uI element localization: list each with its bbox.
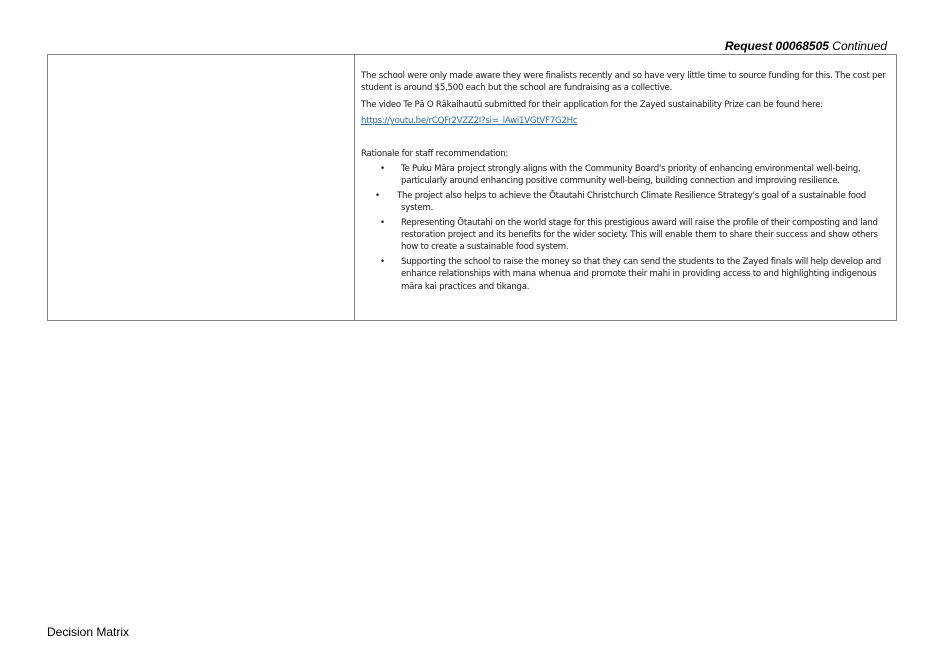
rationale-item [361,256,890,293]
bullet-icon: • [375,190,380,201]
rationale-item-text: Representing Ōtautahi on the world stage for this prestigious award will raise the profile of their composting and land restoration project and its benefits for the wider society. This will enable them to share their success and show others how to create a sustainable food system. [401,217,878,253]
rationale-item [361,163,890,188]
page-footer: Decision Matrix [47,625,130,639]
continued-label: Continued [832,39,887,53]
request-number: Request 00068505 [724,39,829,53]
video-paragraph: The video Te Pā O Rākaihautū submitted for their application for the Zayed sustainability Prize can be found here: [361,99,823,110]
rationale-item [361,217,890,254]
bullet-icon: • [380,164,385,175]
rationale-list [361,163,890,293]
rationale-heading: Rationale for staff recommendation: [361,148,509,159]
bullet-icon: • [380,217,385,228]
video-link[interactable]: https://youtu.be/rCQFr2VZZ2I?si=_lAwi1VGtVF7G2Hc [361,116,578,127]
left-column-cell [48,55,355,320]
bullet-icon: • [380,256,385,267]
decision-matrix-table [47,54,897,321]
page-header [725,39,887,53]
right-column-cell [355,55,896,320]
rationale-item-text: The project also helps to achieve the Ōtautahi Christchurch Climate Resilience Strategy's goal of a sustainable food system. [397,190,867,214]
rationale-item [361,190,890,215]
rationale-item-text: Te Puku Māra project strongly aligns with the Community Board's priority of enhancing environmental well-being, particularly around enhancing positive community well-being, building connection and improving resilience. [401,164,861,187]
rationale-item-text: Supporting the school to raise the money so that they can send the students to the Zayed finals will help develop and enhance relationships with mana whenua and promote their mahi in providing access to and highlighting indigenous māra kai practices and tikanga. [401,256,881,292]
funding-paragraph: The school were only made aware they were finalists recently and so have very little time to source funding for this. The cost per student is around $5,500 each but the school are fundraising as a collective. [361,71,886,94]
